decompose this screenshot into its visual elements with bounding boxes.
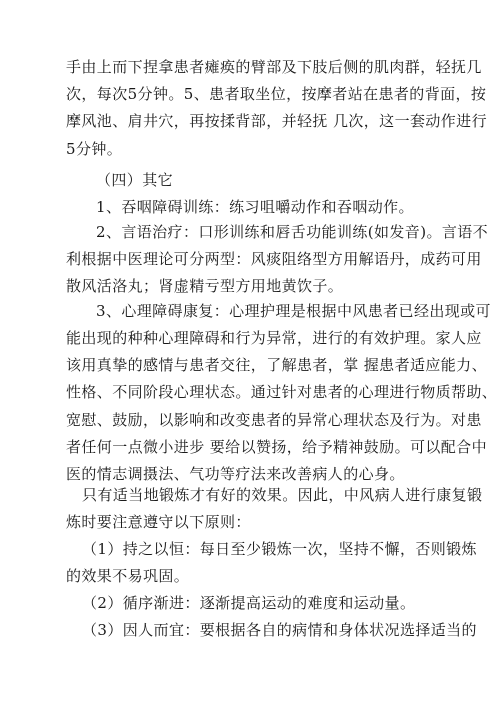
text-line: 利根据中医理论可分两型：风痰阻络型方用解语丹，成药可用 — [66, 250, 482, 268]
paragraph-massage-continued — [66, 54, 487, 163]
principle-individual — [82, 617, 477, 644]
paragraph-exercise-intro — [82, 482, 483, 509]
principle-perseverance-cont — [66, 563, 438, 590]
principle-gradual — [82, 590, 438, 617]
text-line: 炼时要注意遵守以下原则： — [66, 513, 251, 531]
text-line: 次，每次5分钟。5、患者取坐位，按摩者站在患者的背面，按 — [66, 85, 487, 104]
paragraph-psychological-cont — [66, 325, 498, 488]
text-line: 只有适当地锻炼才有好的效果。因此，中风病人进行康复锻 — [82, 486, 483, 504]
text-line: 者任何一点微小进步 要给以赞扬，给予精神鼓励。可以配合中 — [66, 437, 487, 456]
text-line: 2、言语治疗：口形训练和唇舌功能训练(如发音)。言语不 — [96, 223, 489, 241]
text-line: （3）因人而宜：要根据各自的病情和身体状况选择适当的 — [82, 621, 477, 639]
text-line: 性格、不同阶段心理状态。通过针对患者的心理进行物质帮助、 — [66, 383, 498, 402]
text-line: 能出现的种种心理障碍和行为异常，进行的有效护理。家人应 — [66, 329, 482, 347]
paragraph-swallowing — [96, 194, 468, 221]
text-line: 宽慰、鼓励，以影响和改变患者的异常心理状态及行为。对患 — [66, 410, 482, 429]
paragraph-psychological — [96, 298, 491, 325]
paragraph-speech-therapy — [96, 219, 489, 246]
text-line: （1）持之以恒：每日至少锻炼一次，坚持不懈，否则锻炼 — [82, 540, 477, 558]
text-line: 医的情志调摄法、气功等疗法来改善病人的心身。 — [66, 465, 405, 484]
paragraph-exercise-intro-cont — [66, 509, 438, 536]
text-line: 1、吞咽障碍训练：练习咀嚼动作和吞咽动作。 — [96, 198, 414, 216]
paragraph-speech-therapy-cont — [66, 246, 482, 300]
principle-perseverance — [82, 536, 477, 563]
text-line: 散风活洛丸；肾虚精亏型方用地黄饮子。 — [66, 277, 344, 296]
text-line: 该用真挚的感情与患者交往，了解患者，掌 握患者适应能力、 — [66, 356, 487, 375]
text-line: 摩风池、肩井穴，再按揉背部，并轻抚 几次，这一套动作进行 — [66, 112, 487, 131]
text-line: （四）其它 — [96, 171, 174, 189]
text-line: 手由上而下捏拿患者瘫痪的臂部及下肢后侧的肌肉群，轻抚几 — [66, 58, 482, 76]
text-line: 3、心理障碍康复：心理护理是根据中风患者已经出现或可 — [96, 302, 491, 320]
section-heading-others — [96, 167, 468, 194]
text-line: （2）循序渐进：逐渐提高运动的难度和运动量。 — [82, 594, 416, 612]
text-line: 5分钟。 — [66, 139, 123, 158]
text-line: 的效果不易巩固。 — [66, 567, 190, 585]
